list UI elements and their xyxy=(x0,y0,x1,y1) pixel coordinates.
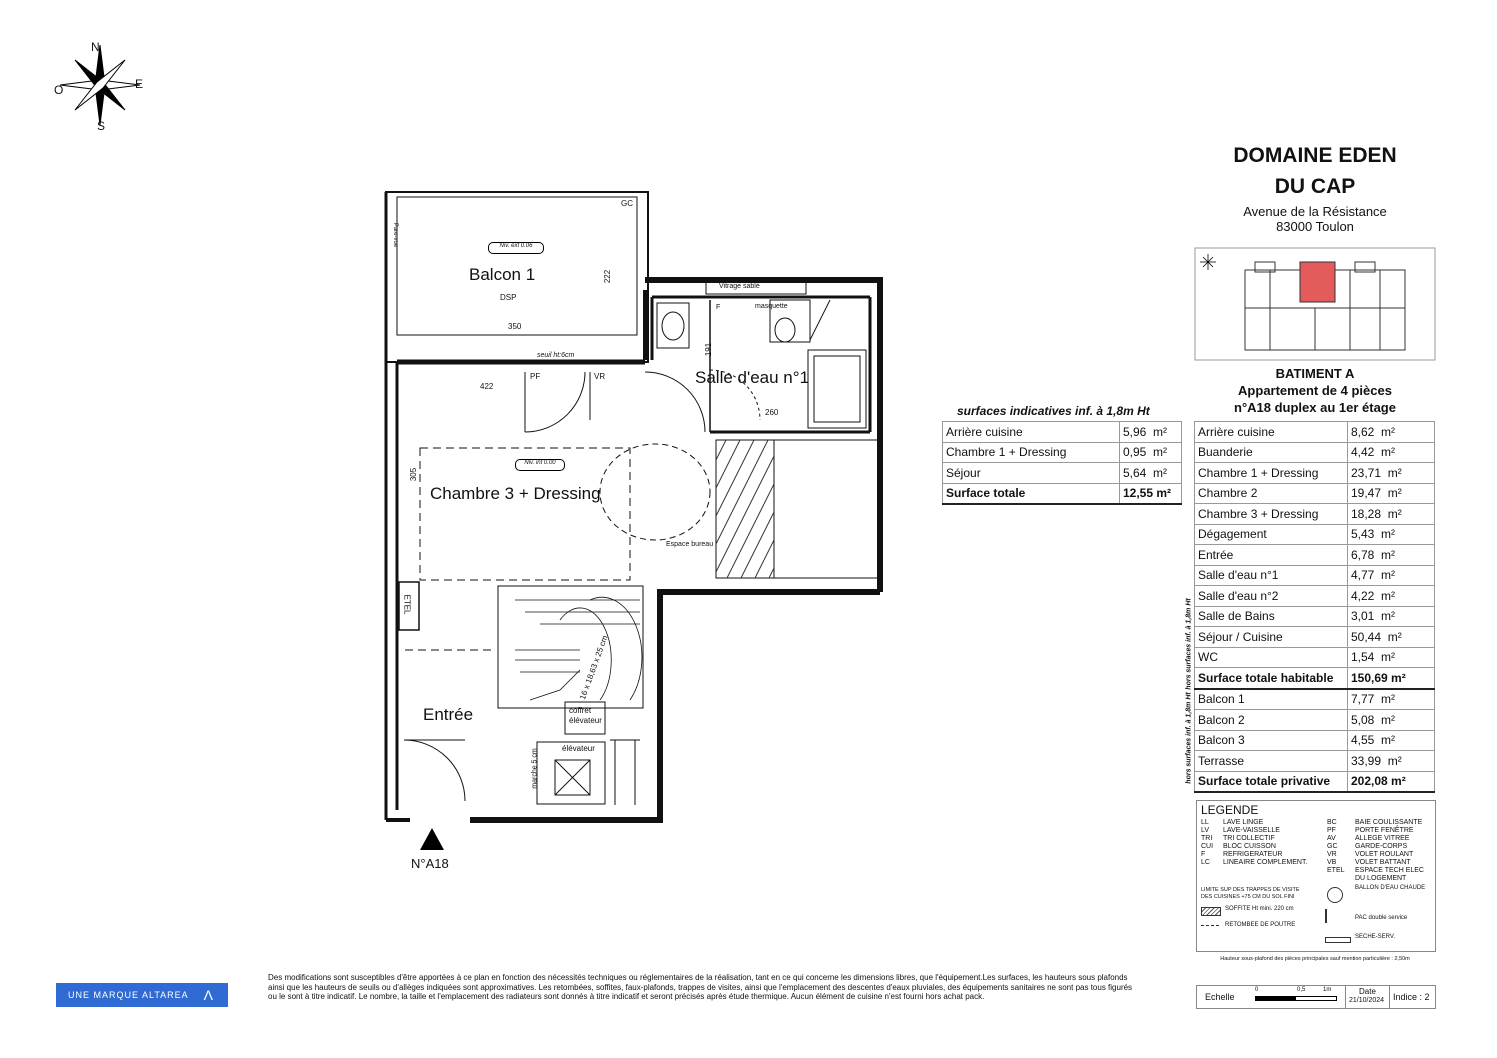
cell-name: Surface totale privative xyxy=(1195,771,1348,792)
cell-value: 202,08 m² xyxy=(1348,771,1435,792)
cell-value: 50,44 xyxy=(1351,629,1382,644)
cell-unit: m² xyxy=(1381,527,1396,542)
label-masquette: masquette xyxy=(755,303,788,310)
surfaces-table xyxy=(1194,421,1435,793)
legend-box xyxy=(1196,800,1436,952)
legend-item: LC LINEAIRE COMPLEMENT. xyxy=(1201,859,1308,866)
date-label: Date xyxy=(1359,987,1376,996)
cell-value: 150,69 m² xyxy=(1348,668,1435,689)
retombee-swatch-icon xyxy=(1201,925,1219,926)
indicative-table xyxy=(942,421,1182,505)
label-dim-191: 191 xyxy=(704,342,714,357)
cell-unit: m² xyxy=(1387,465,1402,480)
indicative-heading: surfaces indicatives inf. à 1,8m Ht xyxy=(957,404,1150,418)
cell-name: Arrière cuisine xyxy=(1195,422,1348,443)
brand-banner[interactable] xyxy=(56,983,228,1007)
label-dim-222: 222 xyxy=(603,269,613,284)
indice-label: Indice : 2 xyxy=(1393,992,1430,1002)
cell-name: Chambre 3 + Dressing xyxy=(1195,504,1348,525)
legend-ballon: BALLON D'EAU CHAUDE xyxy=(1355,885,1426,891)
legend-item: AV ALLEGE VITREE xyxy=(1327,835,1410,842)
cell-unit: m² xyxy=(1387,629,1402,644)
project-title-2: DU CAP xyxy=(1274,175,1356,198)
label-coffret: coffret élévateur xyxy=(569,706,602,725)
legend-item: ETEL ESPACE TECH ELEC DU LOGEMENT xyxy=(1327,867,1424,882)
cell-unit: m² xyxy=(1381,712,1396,727)
cell-name: Chambre 2 xyxy=(1195,483,1348,504)
room-balcon: Balcon 1 xyxy=(469,265,536,284)
divider xyxy=(1345,986,1346,1008)
label-dim-422: 422 xyxy=(480,382,494,391)
entry-arrow-icon xyxy=(420,828,444,850)
table-row xyxy=(1195,565,1435,586)
cell-unit: m² xyxy=(1381,568,1396,583)
cell-name: Salle d'eau n°2 xyxy=(1195,586,1348,607)
soffite-swatch-icon xyxy=(1201,907,1221,916)
date-value: 21/10/2024 xyxy=(1349,997,1385,1004)
legend-item: CUI BLOC CUISSON xyxy=(1201,843,1276,850)
label-dim-350: 350 xyxy=(508,322,522,331)
cell-unit: m² xyxy=(1381,445,1396,460)
echelle-label: Echelle xyxy=(1205,992,1235,1002)
cell-unit: m² xyxy=(1381,609,1396,624)
cell-unit: m² xyxy=(1381,692,1396,707)
address-line-2: 83000 Toulon xyxy=(1276,219,1354,234)
scale-0: 0 xyxy=(1255,987,1259,993)
legend-item: TRI TRI COLLECTIF xyxy=(1201,835,1275,842)
table-row xyxy=(1195,710,1435,731)
table-row-total-privative xyxy=(1195,771,1435,792)
cell-value: 5,96 xyxy=(1123,424,1147,439)
brand-logo-icon: Λ xyxy=(203,987,214,1003)
legend-right xyxy=(1327,819,1433,883)
cell-name: Arrière cuisine xyxy=(943,422,1120,443)
legend-hauteur: Hauteur sous-plafond des pièces principales sauf mention particulière : 2,50m xyxy=(1220,956,1410,962)
brand-label: UNE MARQUE ALTAREA xyxy=(68,990,189,1000)
label-dim-305: 305 xyxy=(409,467,419,482)
legend-item: LV LAVE-VAISSELLE xyxy=(1201,827,1280,834)
room-entree: Entrée xyxy=(423,705,474,724)
label-escalier: 16 x 18,63 x 25 cm xyxy=(578,634,610,701)
cell-name: Salle de Bains xyxy=(1195,606,1348,627)
room-chambre: Chambre 3 + Dressing xyxy=(430,484,601,503)
scale-1: 1m xyxy=(1323,987,1332,993)
table-row xyxy=(1195,586,1435,607)
cell-value: 7,77 xyxy=(1351,692,1375,707)
label-niv-ext: Niv. ext 0.06 xyxy=(488,242,544,254)
cell-unit: m² xyxy=(1153,445,1168,460)
label-pare-vue: Pare-vue xyxy=(392,222,399,248)
divider xyxy=(1389,986,1390,1008)
cell-name: Balcon 2 xyxy=(1195,710,1348,731)
label-dim-260: 260 xyxy=(765,408,779,417)
table-row xyxy=(1195,463,1435,484)
legend-item: VB VOLET BATTANT xyxy=(1327,859,1411,866)
cell-value: 3,01 xyxy=(1351,609,1375,624)
table-row xyxy=(1195,730,1435,751)
label-elevateur: élévateur xyxy=(562,744,595,753)
table-row xyxy=(1195,504,1435,525)
table-row-total-habitable xyxy=(1195,668,1435,689)
cell-value: 23,71 xyxy=(1351,465,1382,480)
cell-name: Entrée xyxy=(1195,545,1348,566)
apartment-label-1: Appartement de 4 pièces xyxy=(1238,383,1392,398)
cell-name: Chambre 1 + Dressing xyxy=(943,442,1120,463)
table-row xyxy=(1195,689,1435,710)
mini-compass-icon xyxy=(1200,254,1216,270)
legend-limite: LIMITE SUP DES TRAPPES DE VISITE DES CUISINES +75 CM DU SOL FINI xyxy=(1201,887,1300,900)
label-marche: marche 5 cm xyxy=(531,748,539,789)
scale-bar-icon xyxy=(1255,996,1337,1001)
table-row xyxy=(1195,524,1435,545)
cell-name: Dégagement xyxy=(1195,524,1348,545)
compass-west: O xyxy=(54,83,64,97)
side-label-2: hors surfaces inf. à 1,8m Ht xyxy=(1185,692,1193,784)
legend-soffite: SOFFITE Ht mini. 220 cm xyxy=(1225,906,1294,912)
label-pf: PF xyxy=(530,372,541,381)
cell-value: 33,99 xyxy=(1351,753,1382,768)
label-espace-bureau: Espace bureau xyxy=(666,541,714,548)
address-line-1: Avenue de la Résistance xyxy=(1243,204,1387,219)
cell-value: 4,77 xyxy=(1351,568,1375,583)
table-row xyxy=(1195,647,1435,668)
legend-item: F REFRIGERATEUR xyxy=(1201,851,1283,858)
cell-unit: m² xyxy=(1153,465,1168,480)
seche-icon xyxy=(1325,937,1351,943)
cell-value: 5,43 xyxy=(1351,527,1375,542)
room-salle-eau: Salle d'eau n°1 xyxy=(695,368,810,387)
table-row xyxy=(1195,442,1435,463)
apt-number: N°A18 xyxy=(411,856,449,871)
footer-box xyxy=(1196,985,1436,1009)
cell-name: Balcon 3 xyxy=(1195,730,1348,751)
cell-value: 12,55 m² xyxy=(1120,483,1182,504)
cell-name: Terrasse xyxy=(1195,751,1348,772)
label-f: F xyxy=(716,304,721,311)
cell-name: Séjour / Cuisine xyxy=(1195,627,1348,648)
cell-name: Surface totale xyxy=(943,483,1120,504)
cell-value: 0,95 xyxy=(1123,445,1147,460)
cell-name: Chambre 1 + Dressing xyxy=(1195,463,1348,484)
disclaimer: Des modifications sont susceptibles d'être apportées à ce plan en fonction des nécessités techniques ou réglementaires de la réalisation, tant en ce qui concerne les dimensions libres, que l'équipement.Les surfaces, les hauteurs sous plafonds ainsi que les hauteurs de seuils ou d'allèges indiquées sont approximatives. Les retombées, soffites, faux-plafonds, trappes de visites, ainsi que l'emplacement des descentes d'eaux pluviales, des équipements sanitaires ne sont pas tous figurés ou le sont à titre indicatif. Le nombre, la taille et l'emplacement des radiateurs sont donnés à titre indicatif et seront précisés après étude thermique. Aucun élément de cuisine n'est fourni hors achat pack. xyxy=(268,973,1133,1001)
cell-unit: m² xyxy=(1381,424,1396,439)
cell-unit: m² xyxy=(1387,753,1402,768)
label-vitrage: Vitrage sablé xyxy=(719,283,760,290)
cell-unit: m² xyxy=(1381,733,1396,748)
table-row xyxy=(943,422,1182,443)
cell-unit: m² xyxy=(1381,650,1396,665)
label-dsp: DSP xyxy=(500,293,517,302)
legend-pac: PAC double service xyxy=(1355,915,1408,921)
cell-unit: m² xyxy=(1387,486,1402,501)
cell-unit: m² xyxy=(1381,588,1396,603)
pac-icon xyxy=(1325,909,1347,923)
building-label: BATIMENT A xyxy=(1275,366,1355,381)
cell-value: 4,55 xyxy=(1351,733,1375,748)
apartment-label-2: n°A18 duplex au 1er étage xyxy=(1234,400,1396,415)
cell-value: 18,28 xyxy=(1351,506,1382,521)
project-title-1: DOMAINE EDEN xyxy=(1233,144,1397,167)
table-row xyxy=(1195,422,1435,443)
compass-south: S xyxy=(97,119,106,133)
legend-left xyxy=(1201,819,1326,867)
ballon-icon xyxy=(1327,887,1343,903)
legend-title: LEGENDE xyxy=(1201,803,1259,817)
cell-name: Salle d'eau n°1 xyxy=(1195,565,1348,586)
cell-value: 5,08 xyxy=(1351,712,1375,727)
side-label-1: hors surfaces inf. à 1,8m Ht xyxy=(1185,598,1193,690)
label-vr: VR xyxy=(594,372,606,381)
legend-item: BC BAIE COULISSANTE xyxy=(1327,819,1423,826)
label-gc: GC xyxy=(621,199,633,208)
table-row xyxy=(1195,606,1435,627)
legend-item: LL LAVE LINGE xyxy=(1201,819,1264,826)
table-row xyxy=(943,463,1182,484)
cell-value: 6,78 xyxy=(1351,547,1375,562)
compass-north: N xyxy=(91,40,100,54)
label-etel: ETEL xyxy=(402,594,412,615)
legend-item: VR VOLET ROULANT xyxy=(1327,851,1414,858)
legend-item: GC GARDE-CORPS xyxy=(1327,843,1408,850)
table-row xyxy=(943,442,1182,463)
cell-name: Balcon 1 xyxy=(1195,689,1348,710)
scale-05: 0,5 xyxy=(1297,987,1306,993)
label-seuil: seuil ht:6cm xyxy=(537,352,575,359)
cell-unit: m² xyxy=(1381,547,1396,562)
cell-name: Buanderie xyxy=(1195,442,1348,463)
label-niv-int: Niv. int 0.00 xyxy=(515,459,565,471)
compass-east: E xyxy=(135,77,144,91)
cell-value: 8,62 xyxy=(1351,424,1375,439)
table-row xyxy=(1195,483,1435,504)
cell-name: WC xyxy=(1195,647,1348,668)
cell-value: 4,22 xyxy=(1351,588,1375,603)
table-row xyxy=(1195,751,1435,772)
cell-value: 4,42 xyxy=(1351,445,1375,460)
table-row xyxy=(1195,545,1435,566)
legend-seche: SECHE-SERV. xyxy=(1355,934,1396,940)
legend-retombee: RETOMBEE DE POUTRE xyxy=(1225,922,1296,928)
table-row xyxy=(1195,627,1435,648)
cell-unit: m² xyxy=(1153,424,1168,439)
cell-unit: m² xyxy=(1387,506,1402,521)
cell-value: 19,47 xyxy=(1351,486,1382,501)
legend-item: PF PORTE FENÊTRE xyxy=(1327,827,1414,834)
cell-value: 1,54 xyxy=(1351,650,1375,665)
cell-name: Séjour xyxy=(943,463,1120,484)
cell-value: 5,64 xyxy=(1123,465,1147,480)
cell-name: Surface totale habitable xyxy=(1195,668,1348,689)
table-row-total xyxy=(943,483,1182,504)
